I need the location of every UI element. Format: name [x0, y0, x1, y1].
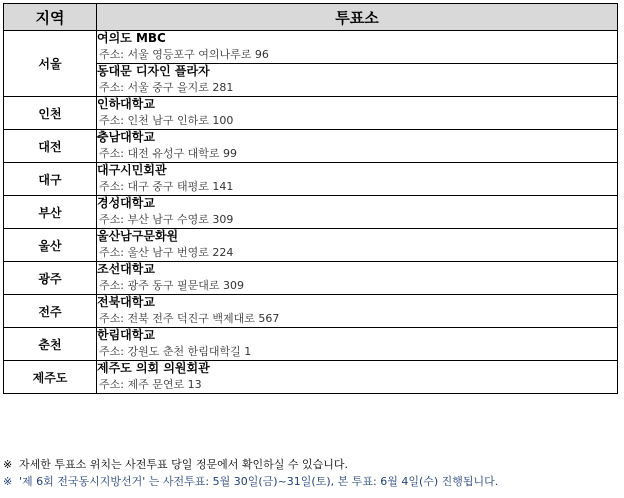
venue-entry [97, 130, 617, 162]
footnote-text: '제 6회 전국동시지방선거' 는 사전투표: 5월 30일(금)~31일(토), 본 투표: 6월 4일(수) 진행됩니다. [19, 475, 499, 488]
region-cell: 광주 [4, 262, 97, 295]
region-cell: 전주 [4, 295, 97, 328]
table-row [4, 31, 618, 97]
venue-name: 제주도 의회 의원회관 [97, 361, 210, 375]
table-row [4, 97, 618, 130]
venue-cell [97, 295, 618, 328]
table-row [4, 295, 618, 328]
region-cell: 대전 [4, 130, 97, 163]
venue-entry [97, 328, 617, 360]
venue-cell [97, 196, 618, 229]
venue-entry [97, 97, 617, 129]
region-cell: 서울 [4, 31, 97, 97]
venue-name: 경성대학교 [97, 196, 155, 210]
venue-address: 주소: 광주 동구 필문대로 309 [99, 279, 244, 292]
venue-name: 한림대학교 [97, 328, 155, 342]
venue-cell [97, 130, 618, 163]
venue-name: 충남대학교 [97, 130, 155, 144]
venue-address: 주소: 대전 유성구 대학로 99 [99, 147, 237, 160]
region-cell: 울산 [4, 229, 97, 262]
venue-name: 조선대학교 [97, 262, 155, 276]
venue-cell [97, 163, 618, 196]
venue-address: 주소: 강원도 춘천 한림대학길 1 [99, 345, 252, 358]
venue-cell [97, 229, 618, 262]
region-cell: 춘천 [4, 328, 97, 361]
venue-address: 주소: 울산 남구 번영로 224 [99, 246, 234, 259]
table-header-row [4, 4, 618, 31]
table-row [4, 130, 618, 163]
venue-name: 전북대학교 [97, 295, 155, 309]
footnote-schedule [3, 475, 621, 492]
venue-cell [97, 361, 618, 394]
region-cell: 대구 [4, 163, 97, 196]
table-row [4, 262, 618, 295]
venue-address: 주소: 전북 전주 덕진구 백제대로 567 [99, 312, 280, 325]
region-cell: 제주도 [4, 361, 97, 394]
region-cell: 부산 [4, 196, 97, 229]
footnote-text: 자세한 투표소 위치는 사전투표 당일 정문에서 확인하실 수 있습니다. [19, 458, 348, 471]
venue-name: 여의도 MBC [97, 31, 166, 45]
venue-entry [97, 262, 617, 294]
table-row [4, 328, 618, 361]
table-body [4, 31, 618, 394]
table-row [4, 229, 618, 262]
venue-entry [97, 31, 617, 63]
reference-mark: ※ [3, 475, 13, 488]
venue-entry [97, 361, 617, 393]
venue-entry [97, 196, 617, 228]
region-cell: 인천 [4, 97, 97, 130]
venue-address: 주소: 서울 중구 을지로 281 [99, 81, 234, 94]
venue-name: 인하대학교 [97, 97, 155, 111]
venue-address: 주소: 서울 영등포구 여의나루로 96 [99, 48, 269, 61]
header-region: 지역 [4, 4, 97, 31]
venue-address: 주소: 인천 남구 인하로 100 [99, 114, 234, 127]
venue-cell [97, 328, 618, 361]
venue-address: 주소: 제주 문연로 13 [99, 378, 202, 391]
polling-station-table [3, 3, 618, 394]
venue-name: 동대문 디자인 플라자 [97, 64, 210, 78]
table-row [4, 196, 618, 229]
venue-cell [97, 31, 618, 97]
venue-name: 대구시민회관 [97, 163, 167, 177]
venue-name: 울산남구문화원 [97, 229, 179, 243]
footnote-location [3, 458, 621, 475]
venue-cell [97, 97, 618, 130]
venue-address: 주소: 대구 중구 태평로 141 [99, 180, 234, 193]
header-venue: 투표소 [97, 4, 618, 31]
reference-mark: ※ [3, 458, 13, 471]
table-row [4, 163, 618, 196]
venue-entry [97, 295, 617, 327]
venue-address: 주소: 부산 남구 수영로 309 [99, 213, 234, 226]
venue-entry [97, 163, 617, 195]
venue-cell [97, 262, 618, 295]
venue-entry [97, 229, 617, 261]
table-row [4, 361, 618, 394]
footnotes [3, 458, 621, 492]
venue-entry [97, 63, 617, 96]
